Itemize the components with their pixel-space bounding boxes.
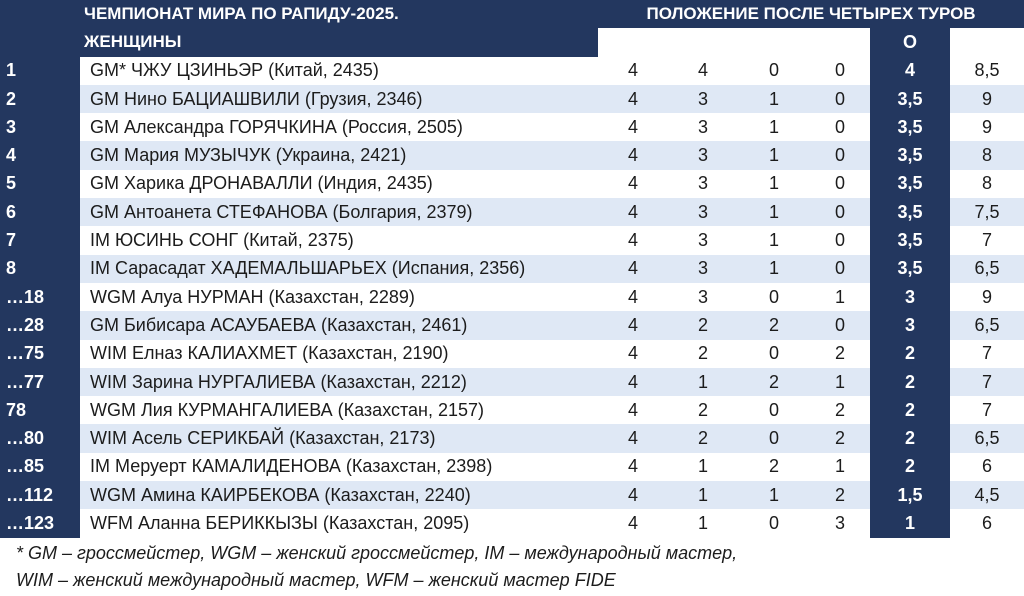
draws-cell: 0 xyxy=(738,396,810,424)
losses-cell: 0 xyxy=(810,311,870,339)
table-row xyxy=(0,311,1024,339)
points-cell: 1,5 xyxy=(870,481,950,509)
wins-cell: 3 xyxy=(668,170,738,198)
draws-cell: 1 xyxy=(738,141,810,169)
table-subtitle: ПОЛОЖЕНИЕ ПОСЛЕ ЧЕТЫРЕХ ТУРОВ xyxy=(598,0,1024,28)
column-header-points: О xyxy=(870,28,950,56)
games-cell: 4 xyxy=(598,283,668,311)
wins-cell: 2 xyxy=(668,424,738,452)
games-cell: 4 xyxy=(598,255,668,283)
player-cell: IM Сарасадат ХАДЕМАЛЬШАРЬЕХ (Испания, 2356) xyxy=(80,255,598,283)
games-cell: 4 xyxy=(598,198,668,226)
player-cell: GM Антоанета СТЕФАНОВА (Болгария, 2379) xyxy=(80,198,598,226)
losses-cell: 0 xyxy=(810,113,870,141)
player-cell: GM Харика ДРОНАВАЛЛИ (Индия, 2435) xyxy=(80,170,598,198)
rank-cell: …112 xyxy=(0,481,80,509)
games-cell: 4 xyxy=(598,57,668,85)
rank-cell: 6 xyxy=(0,198,80,226)
header-rank-spacer-2 xyxy=(0,28,80,56)
rank-cell: 4 xyxy=(0,141,80,169)
games-cell: 4 xyxy=(598,113,668,141)
player-cell: IM Меруерт КАМАЛИДЕНОВА (Казахстан, 2398) xyxy=(80,453,598,481)
table-row xyxy=(0,198,1024,226)
points-cell: 3,5 xyxy=(870,255,950,283)
tiebreak-cell: 6 xyxy=(950,509,1024,537)
losses-cell: 0 xyxy=(810,85,870,113)
header-rank-spacer xyxy=(0,0,80,28)
rank-cell: …123 xyxy=(0,509,80,537)
draws-cell: 1 xyxy=(738,170,810,198)
table-row xyxy=(0,424,1024,452)
player-cell: GM Бибисара АСАУБАЕВА (Казахстан, 2461) xyxy=(80,311,598,339)
tiebreak-cell: 8 xyxy=(950,170,1024,198)
tiebreak-cell: 7 xyxy=(950,226,1024,254)
table-title-line2: ЖЕНЩИНЫ xyxy=(80,28,598,56)
games-cell: 4 xyxy=(598,453,668,481)
games-cell: 4 xyxy=(598,226,668,254)
wins-cell: 3 xyxy=(668,226,738,254)
footnote-line-2: WIM – женский международный мастер, WFM – женский мастер FIDE xyxy=(16,570,616,590)
rank-cell: …28 xyxy=(0,311,80,339)
points-cell: 3,5 xyxy=(870,198,950,226)
rank-cell: 3 xyxy=(0,113,80,141)
draws-cell: 0 xyxy=(738,509,810,537)
losses-cell: 0 xyxy=(810,226,870,254)
table-row xyxy=(0,396,1024,424)
losses-cell: 2 xyxy=(810,424,870,452)
tiebreak-cell: 7 xyxy=(950,368,1024,396)
table-row xyxy=(0,85,1024,113)
losses-cell: 0 xyxy=(810,255,870,283)
player-cell: GM* ЧЖУ ЦЗИНЬЭР (Китай, 2435) xyxy=(80,57,598,85)
table-row xyxy=(0,170,1024,198)
losses-cell: 0 xyxy=(810,141,870,169)
wins-cell: 4 xyxy=(668,57,738,85)
table-row xyxy=(0,141,1024,169)
losses-cell: 0 xyxy=(810,198,870,226)
points-cell: 2 xyxy=(870,340,950,368)
rank-cell: …18 xyxy=(0,283,80,311)
points-cell: 3 xyxy=(870,283,950,311)
tiebreak-cell: 6 xyxy=(950,453,1024,481)
games-cell: 4 xyxy=(598,311,668,339)
losses-cell: 1 xyxy=(810,368,870,396)
games-cell: 4 xyxy=(598,85,668,113)
wins-cell: 1 xyxy=(668,453,738,481)
wins-cell: 3 xyxy=(668,113,738,141)
standings-body xyxy=(0,57,1024,538)
draws-cell: 1 xyxy=(738,481,810,509)
column-header-losses: П xyxy=(810,28,870,56)
wins-cell: 3 xyxy=(668,141,738,169)
header-row-columns xyxy=(0,28,1024,56)
tiebreak-cell: 9 xyxy=(950,283,1024,311)
tiebreak-cell: 7,5 xyxy=(950,198,1024,226)
player-cell: GM Александра ГОРЯЧКИНА (Россия, 2505) xyxy=(80,113,598,141)
draws-cell: 2 xyxy=(738,311,810,339)
tiebreak-cell: 6,5 xyxy=(950,311,1024,339)
games-cell: 4 xyxy=(598,340,668,368)
losses-cell: 1 xyxy=(810,283,870,311)
draws-cell: 1 xyxy=(738,255,810,283)
draws-cell: 1 xyxy=(738,85,810,113)
points-cell: 4 xyxy=(870,57,950,85)
rank-cell: 78 xyxy=(0,396,80,424)
losses-cell: 0 xyxy=(810,57,870,85)
games-cell: 4 xyxy=(598,368,668,396)
tiebreak-cell: 8 xyxy=(950,141,1024,169)
draws-cell: 1 xyxy=(738,226,810,254)
player-cell: GM Нино БАЦИАШВИЛИ (Грузия, 2346) xyxy=(80,85,598,113)
wins-cell: 3 xyxy=(668,283,738,311)
rank-cell: 8 xyxy=(0,255,80,283)
wins-cell: 1 xyxy=(668,481,738,509)
losses-cell: 1 xyxy=(810,453,870,481)
draws-cell: 2 xyxy=(738,453,810,481)
games-cell: 4 xyxy=(598,509,668,537)
points-cell: 2 xyxy=(870,453,950,481)
rank-cell: …80 xyxy=(0,424,80,452)
losses-cell: 3 xyxy=(810,509,870,537)
points-cell: 2 xyxy=(870,368,950,396)
tiebreak-cell: 6,5 xyxy=(950,255,1024,283)
games-cell: 4 xyxy=(598,396,668,424)
losses-cell: 2 xyxy=(810,396,870,424)
player-cell: GM Мария МУЗЫЧУК (Украина, 2421) xyxy=(80,141,598,169)
table-row xyxy=(0,453,1024,481)
footnote xyxy=(16,540,1016,594)
table-title: ЧЕМПИОНАТ МИРА ПО РАПИДУ-2025. xyxy=(80,0,598,28)
draws-cell: 1 xyxy=(738,113,810,141)
points-cell: 3 xyxy=(870,311,950,339)
draws-cell: 0 xyxy=(738,424,810,452)
wins-cell: 3 xyxy=(668,85,738,113)
losses-cell: 2 xyxy=(810,340,870,368)
player-cell: WIM Зарина НУРГАЛИЕВА (Казахстан, 2212) xyxy=(80,368,598,396)
table-row xyxy=(0,255,1024,283)
wins-cell: 2 xyxy=(668,396,738,424)
player-cell: WGM Алуа НУРМАН (Казахстан, 2289) xyxy=(80,283,598,311)
games-cell: 4 xyxy=(598,481,668,509)
table-row xyxy=(0,509,1024,537)
draws-cell: 1 xyxy=(738,198,810,226)
points-cell: 1 xyxy=(870,509,950,537)
wins-cell: 1 xyxy=(668,368,738,396)
games-cell: 4 xyxy=(598,170,668,198)
player-cell: WGM Амина КАИРБЕКОВА (Казахстан, 2240) xyxy=(80,481,598,509)
points-cell: 2 xyxy=(870,424,950,452)
draws-cell: 0 xyxy=(738,57,810,85)
tiebreak-cell: 9 xyxy=(950,85,1024,113)
games-cell: 4 xyxy=(598,141,668,169)
player-cell: WIM Асель СЕРИКБАЙ (Казахстан, 2173) xyxy=(80,424,598,452)
tiebreak-cell: 4,5 xyxy=(950,481,1024,509)
player-cell: WGM Лия КУРМАНГАЛИЕВА (Казахстан, 2157) xyxy=(80,396,598,424)
points-cell: 2 xyxy=(870,396,950,424)
column-header-tiebreak: ДП xyxy=(950,28,1024,56)
rank-cell: 2 xyxy=(0,85,80,113)
table-row xyxy=(0,283,1024,311)
losses-cell: 0 xyxy=(810,170,870,198)
rank-cell: 5 xyxy=(0,170,80,198)
wins-cell: 2 xyxy=(668,311,738,339)
column-header-draws: Н xyxy=(738,28,810,56)
points-cell: 3,5 xyxy=(870,141,950,169)
wins-cell: 2 xyxy=(668,340,738,368)
wins-cell: 1 xyxy=(668,509,738,537)
player-cell: WFM Аланна БЕРИККЫЗЫ (Казахстан, 2095) xyxy=(80,509,598,537)
player-cell: IM ЮСИНЬ СОНГ (Китай, 2375) xyxy=(80,226,598,254)
rank-cell: 1 xyxy=(0,57,80,85)
table-row xyxy=(0,368,1024,396)
rank-cell: …77 xyxy=(0,368,80,396)
table-row xyxy=(0,481,1024,509)
column-header-games: И xyxy=(598,28,668,56)
rank-cell: …75 xyxy=(0,340,80,368)
losses-cell: 2 xyxy=(810,481,870,509)
points-cell: 3,5 xyxy=(870,113,950,141)
draws-cell: 2 xyxy=(738,368,810,396)
tiebreak-cell: 7 xyxy=(950,340,1024,368)
points-cell: 3,5 xyxy=(870,226,950,254)
points-cell: 3,5 xyxy=(870,170,950,198)
table-row xyxy=(0,226,1024,254)
draws-cell: 0 xyxy=(738,283,810,311)
footnote-line-1: * GM – гроссмейстер, WGM – женский гроссмейстер, IM – международный мастер, xyxy=(16,543,738,563)
rank-cell: …85 xyxy=(0,453,80,481)
points-cell: 3,5 xyxy=(870,85,950,113)
header-row-title xyxy=(0,0,1024,28)
table-row xyxy=(0,113,1024,141)
table-row xyxy=(0,57,1024,85)
column-header-wins: В xyxy=(668,28,738,56)
tiebreak-cell: 7 xyxy=(950,396,1024,424)
tiebreak-cell: 9 xyxy=(950,113,1024,141)
table-row xyxy=(0,340,1024,368)
wins-cell: 3 xyxy=(668,255,738,283)
wins-cell: 3 xyxy=(668,198,738,226)
tiebreak-cell: 6,5 xyxy=(950,424,1024,452)
player-cell: WIM Елназ КАЛИАХМЕТ (Казахстан, 2190) xyxy=(80,340,598,368)
draws-cell: 0 xyxy=(738,340,810,368)
rank-cell: 7 xyxy=(0,226,80,254)
games-cell: 4 xyxy=(598,424,668,452)
tiebreak-cell: 8,5 xyxy=(950,57,1024,85)
